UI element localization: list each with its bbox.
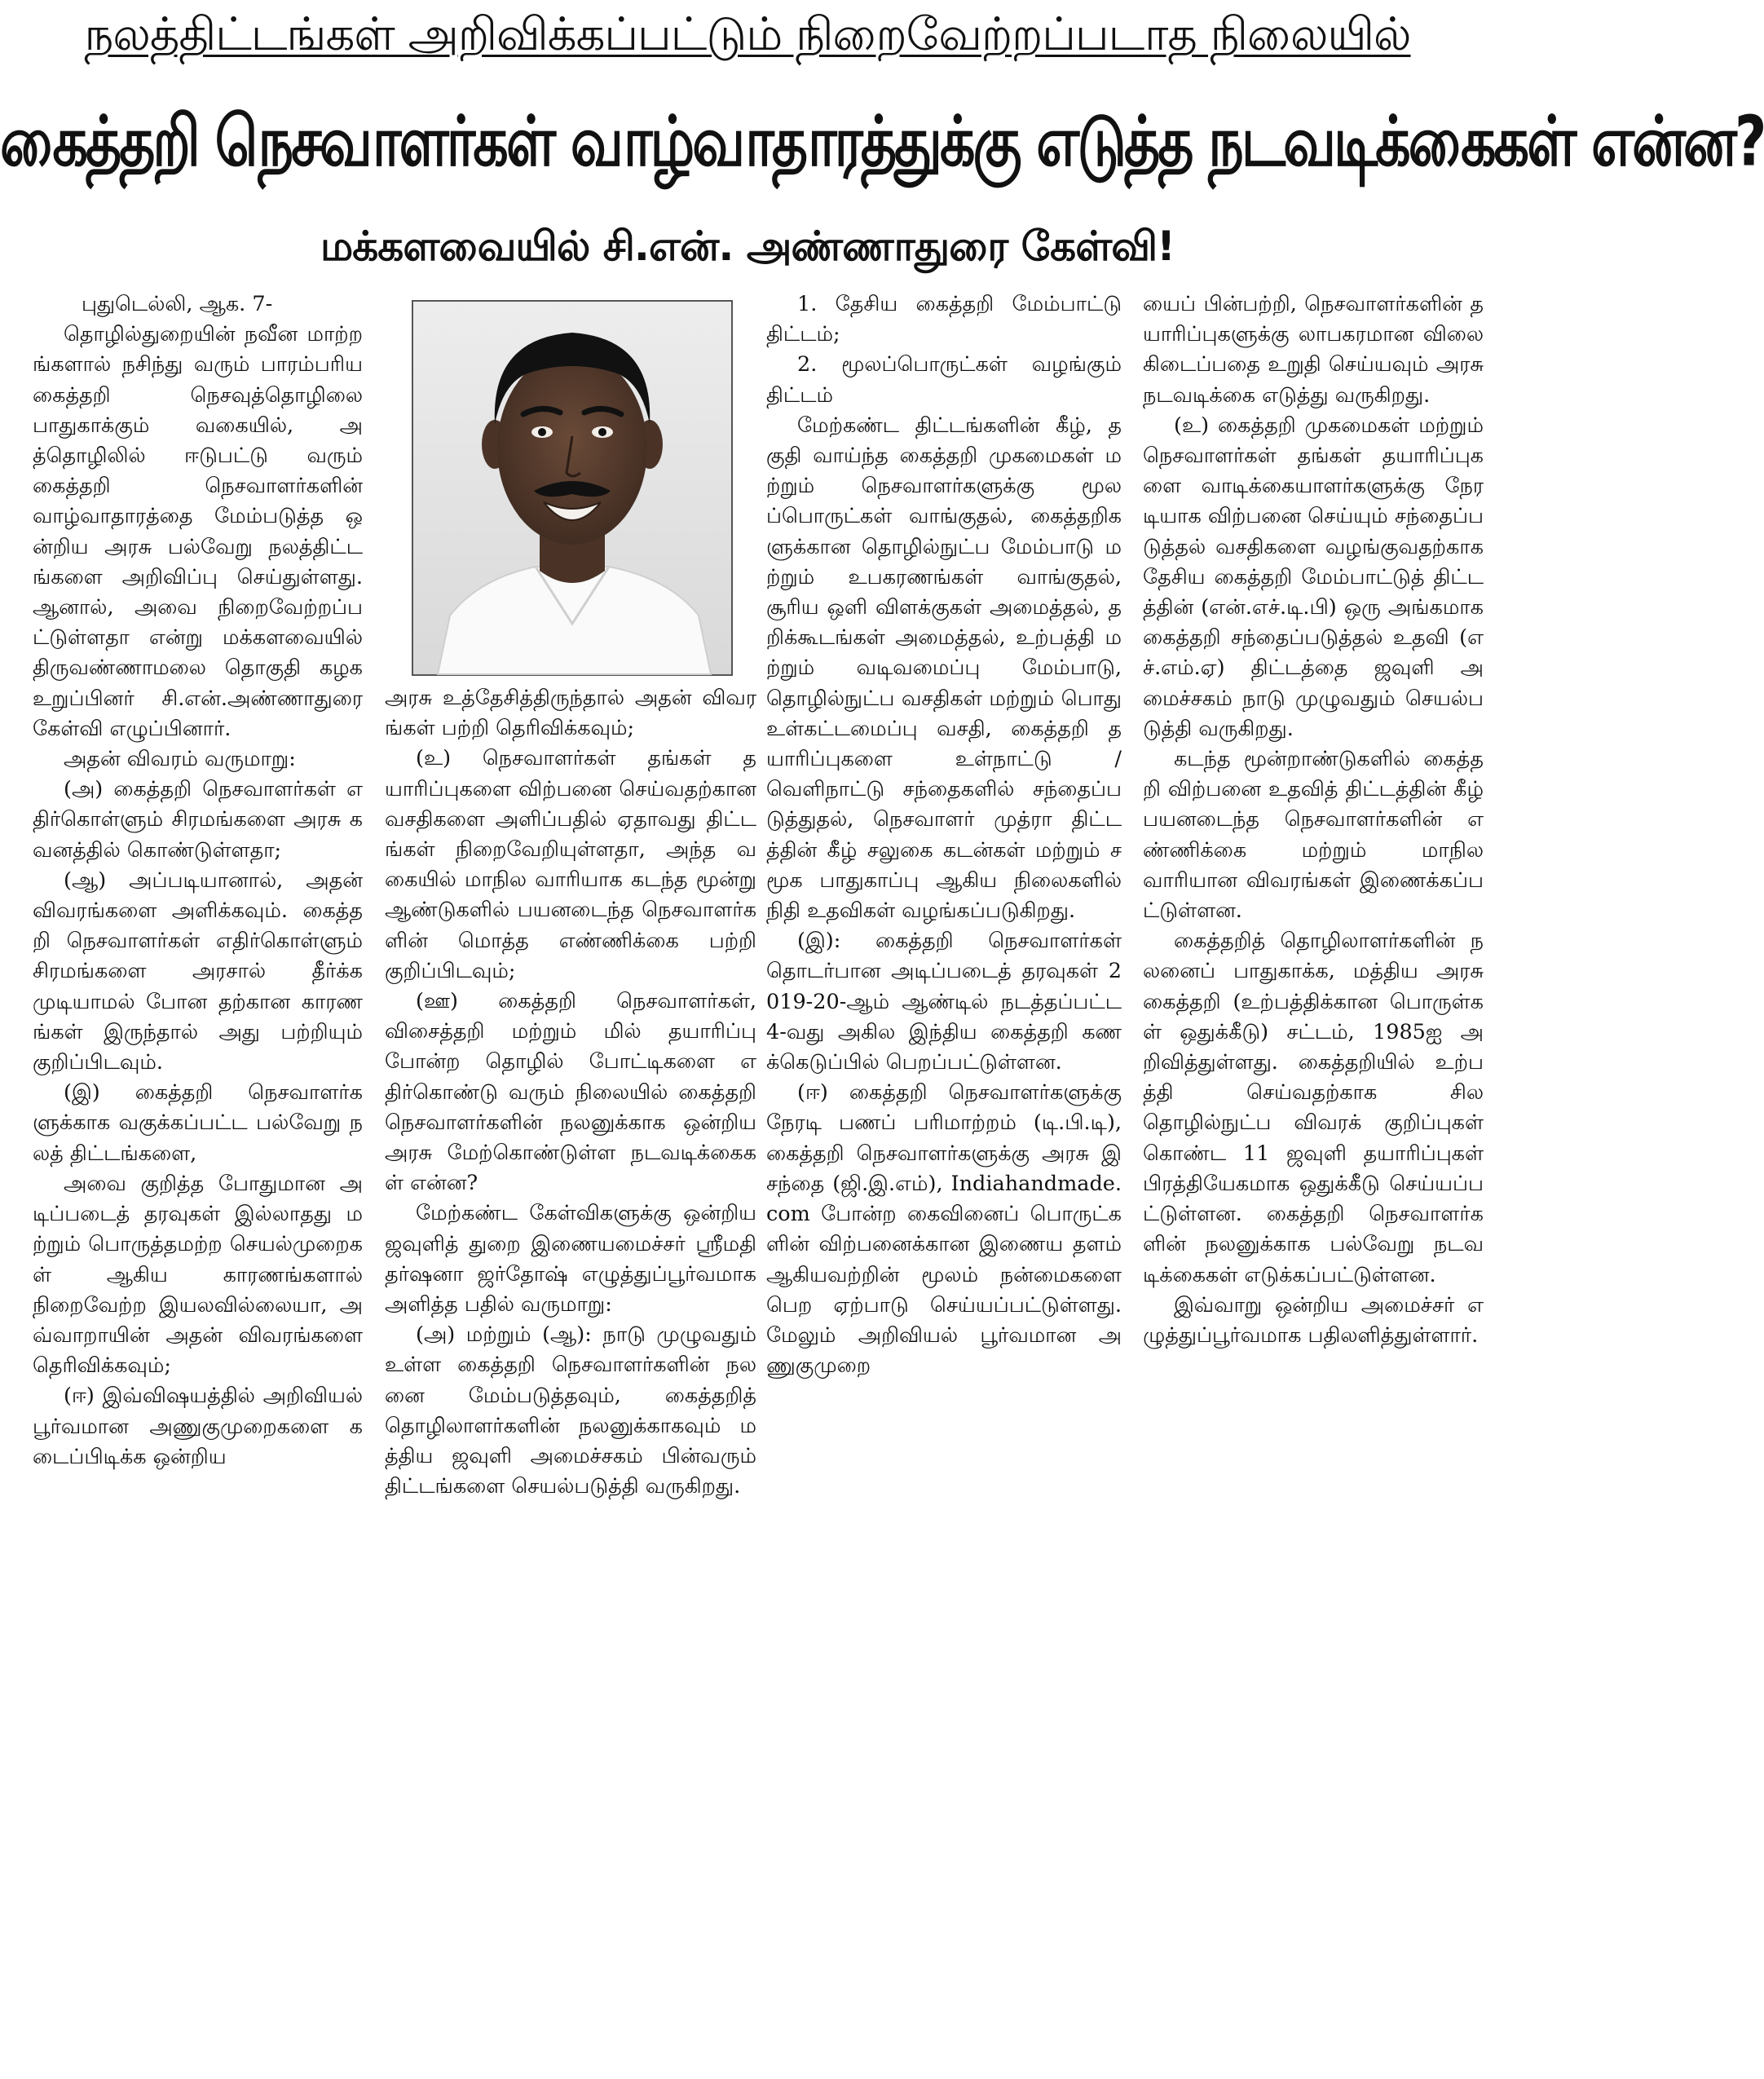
paragraph: (இ) கைத்தறி நெசவாளர்களுக்காக வகுக்கப்பட்ட பல்வேறு நலத் திட்டங்களை, (33, 1080, 363, 1166)
portrait-illustration (413, 302, 731, 674)
paragraph: அதன் விவரம் வருமாறு: (64, 747, 296, 772)
headline-main: கைத்தறி நெசவாளர்கள் வாழ்வாதாரத்துக்கு எடுத்த நடவடிக்கைகள் என்ன? (0, 102, 1764, 183)
paragraph: (ஈ) இவ்விஷயத்தில் அறிவியல் பூர்வமான அணுகுமுறைகளை கடைப்பிடிக்க ஒன்றிய (33, 1384, 363, 1469)
headline-kicker-text: நலத்திட்டங்கள் அறிவிக்கப்பட்டும் நிறைவேற்றப்படாத நிலையில் (84, 8, 1411, 61)
article-column-1 (33, 289, 363, 2075)
paragraph: (ஊ) கைத்தறி நெசவாளர்கள், விசைத்தறி மற்றும் மில் தயாரிப்பு போன்ற தொழில் போட்டிகளை எதிர்கொண்டு வரும் நிலையில் கைத்தறி நெசவாளர்களின் நலனுக்காக ஒன்றிய அரசு மேற்கொண்டுள்ள நடவடிக்கைகள் என்ன? (385, 989, 756, 1196)
paragraph: அரசு உத்தேசித்திருந்தால் அதன் விவரங்கள் பற்றி தெரிவிக்கவும்; (385, 686, 756, 741)
paragraph: (உ) கைத்தறி முகமைகள் மற்றும் நெசவாளர்கள் தங்கள் தயாரிப்புகளை வாடிக்கையாளர்களுக்கு நேரடியாக விற்பனை செய்யும் சந்தைப்படுத்தல் வசதிகளை வழங்குவதற்காக தேசிய கைத்தறி மேம்பாட்டுத் திட்டத்தின் (என்.எச்.டி.பி) ஒரு அங்கமாக கைத்தறி சந்தைப்படுத்தல் உதவி (எச்.எம்.ஏ) திட்டத்தை ஜவுளி அமைச்சகம் நாடு முழுவதும் செயல்படுத்தி வருகிறது. (1143, 413, 1484, 741)
headline-sub: மக்களவையில் சி.என். அண்ணாதுரை கேள்வி! (320, 223, 1175, 270)
paragraph: கைத்தறித் தொழிலாளர்களின் நலனைப் பாதுகாக்க, மத்திய அரசு கைத்தறி (உற்பத்திக்கான பொருள்கள் ஒதுக்கீடு) சட்டம், 1985ஐ அறிவித்துள்ளது. கைத்தறியில் உற்பத்தி செய்வதற்காக சில தொழில்நுட்ப விவரக் குறிப்புகள் கொண்ட 11 ஜவுளி தயாரிப்புகள் பிரத்தியேகமாக ஒதுக்கீடு செய்யப்பட்டுள்ளன. கைத்தறி நெசவாளர்களின் நலனுக்காக பல்வேறு நடவடிக்கைகள் எடுக்கப்பட்டுள்ளன. (1143, 929, 1484, 1287)
paragraph: (அ) கைத்தறி நெசவாளர்கள் எதிர்கொள்ளும் சிரமங்களை அரசு கவனத்தில் கொண்டுள்ளதா; (33, 777, 363, 863)
paragraph: கடந்த மூன்றாண்டுகளில் கைத்தறி விற்பனை உதவித் திட்டத்தின் கீழ் பயனடைந்த நெசவாளர்களின் எண்ணிக்கை மற்றும் மாநில வாரியான விவரங்கள் இணைக்கப்பட்டுள்ளன. (1143, 747, 1484, 924)
paragraph: (உ) நெசவாளர்கள் தங்கள் தயாரிப்புகளை விற்பனை செய்வதற்கான வசதிகளை அளிப்பதில் ஏதாவது திட்டங்கள் நிறைவேறியுள்ளதா, அந்த வகையில் மாநில வாரியாக கடந்த மூன்று ஆண்டுகளில் பயனடைந்த நெசவாளர்களின் மொத்த எண்ணிக்கை பற்றி குறிப்பிடவும்; (385, 746, 756, 983)
paragraph: (ஆ) அப்படியானால், அதன் விவரங்களை அளிக்கவும். கைத்தறி நெசவாளர்கள் எதிர்கொள்ளும் சிரமங்களை அரசால் தீர்க்க முடியாமல் போன தற்கான காரணங்கள் இருந்தால் அது பற்றியும் குறிப்பிடவும். (33, 867, 363, 1075)
paragraph: (ஈ) கைத்தறி நெசவாளர்களுக்கு நேரடி பணப் பரிமாற்றம் (டி.பி.டி), கைத்தறி நெசவாளர்களுக்கு அரசு இ சந்தை (ஜி.இ.எம்), Indiahandmade.com போன்ற கைவினைப் பொருட்களின் விற்பனைக்கான இணைய தளம் ஆகியவற்றின் மூலம் நன்மைகளை பெற ஏற்பாடு செய்யப்பட்டுள்ளது. மேலும் அறிவியல் பூர்வமான அணுகுமுறை (766, 1080, 1122, 1379)
paragraph: யைப் பின்பற்றி, நெசவாளர்களின் தயாரிப்புகளுக்கு லாபகரமான விலை கிடைப்பதை உறுதி செய்யவும் அரசு நடவடிக்கை எடுத்து வருகிறது. (1143, 292, 1484, 408)
portrait-photo (412, 300, 733, 676)
paragraph: (அ) மற்றும் (ஆ): நாடு முழுவதும் உள்ள கைத்தறி நெசவாளர்களின் நலனை மேம்படுத்தவும், கைத்தறித் தொழிலாளர்களின் நலனுக்காகவும் மத்திய ஜவுளி அமைச்சகம் பின்வரும் திட்டங்களை செயல்படுத்தி வருகிறது. (385, 1322, 756, 1499)
article-column-2 (385, 683, 756, 2077)
paragraph: அவை குறித்த போதுமான அடிப்படைத் தரவுகள் இல்லாதது மற்றும் பொருத்தமற்ற செயல்முறைகள் ஆகிய காரணங்களால் நிறைவேற்ற இயலவில்லையா, அவ்வாறாயின் அதன் விவரங்களை தெரிவிக்கவும்; (33, 1171, 363, 1379)
paragraph: தொழில்துறையின் நவீன மாற்றங்களால் நசிந்து வரும் பாரம்பரிய கைத்தறி நெசவுத்தொழிலை பாதுகாக்கும் வகையில், அத்தொழிலில் ஈடுபட்டு வரும் கைத்தறி நெசவாளர்களின் வாழ்வாதாரத்தை மேம்படுத்த ஒன்றிய அரசு பல்வேறு நலத்திட்டங்களை அறிவிப்பு செய்துள்ளது. ஆனால், அவை நிறைவேற்றப்பட்டுள்ளதா என்று மக்களவையில் திருவண்ணாமலை தொகுதி கழக உறுப்பினர் சி.என்.அண்ணாதுரை கேள்வி எழுப்பினார். (33, 322, 363, 741)
article-column-4 (1143, 289, 1484, 2075)
dateline: புதுடெல்லி, ஆக. 7- (82, 292, 273, 316)
headline-kicker (0, 7, 1495, 64)
paragraph: (இ): கைத்தறி நெசவாளர்கள் தொடர்பான அடிப்படைத் தரவுகள் 2019-20-ஆம் ஆண்டில் நடத்தப்பட்ட 4-வது அகில இந்திய கைத்தறி கணக்கெடுப்பில் பெறப்பட்டுள்ளன. (766, 929, 1122, 1075)
list-item: 2. மூலப்பொருட்கள் வழங்கும் திட்டம் (766, 352, 1122, 408)
paragraph: இவ்வாறு ஒன்றிய அமைச்சர் எழுத்துப்பூர்வமாக பதிலளித்துள்ளார். (1143, 1292, 1484, 1348)
list-item: 1. தேசிய கைத்தறி மேம்பாட்டு திட்டம்; (766, 292, 1122, 347)
article-column-3 (766, 289, 1122, 2075)
paragraph: மேற்கண்ட திட்டங்களின் கீழ், தகுதி வாய்ந்த கைத்தறி முகமைகள் மற்றும் நெசவாளர்களுக்கு மூலப்பொருட்கள் வாங்குதல், கைத்தறிகளுக்கான தொழில்நுட்ப மேம்பாடு மற்றும் உபகரணங்கள் வாங்குதல், சூரிய ஒளி விளக்குகள் அமைத்தல், தறிக்கூடங்கள் அமைத்தல், உற்பத்தி மற்றும் வடிவமைப்பு மேம்பாடு, தொழில்நுட்ப வசதிகள் மற்றும் பொது உள்கட்டமைப்பு வசதி, கைத்தறி தயாரிப்புகளை உள்நாட்டு / வெளிநாட்டு சந்தைகளில் சந்தைப்படுத்துதல், நெசவாளர் முத்ரா திட்டத்தின் கீழ் சலுகை கடன்கள் மற்றும் சமூக பாதுகாப்பு ஆகிய நிலைகளில் நிதி உதவிகள் வழங்கப்படுகிறது. (766, 413, 1122, 924)
paragraph: மேற்கண்ட கேள்விகளுக்கு ஒன்றிய ஜவுளித் துறை இணையமைச்சர் ஸ்ரீமதி தர்ஷனா ஜர்தோஷ் எழுத்துப்பூர்வமாக அளித்த பதில் வருமாறு: (385, 1201, 756, 1318)
